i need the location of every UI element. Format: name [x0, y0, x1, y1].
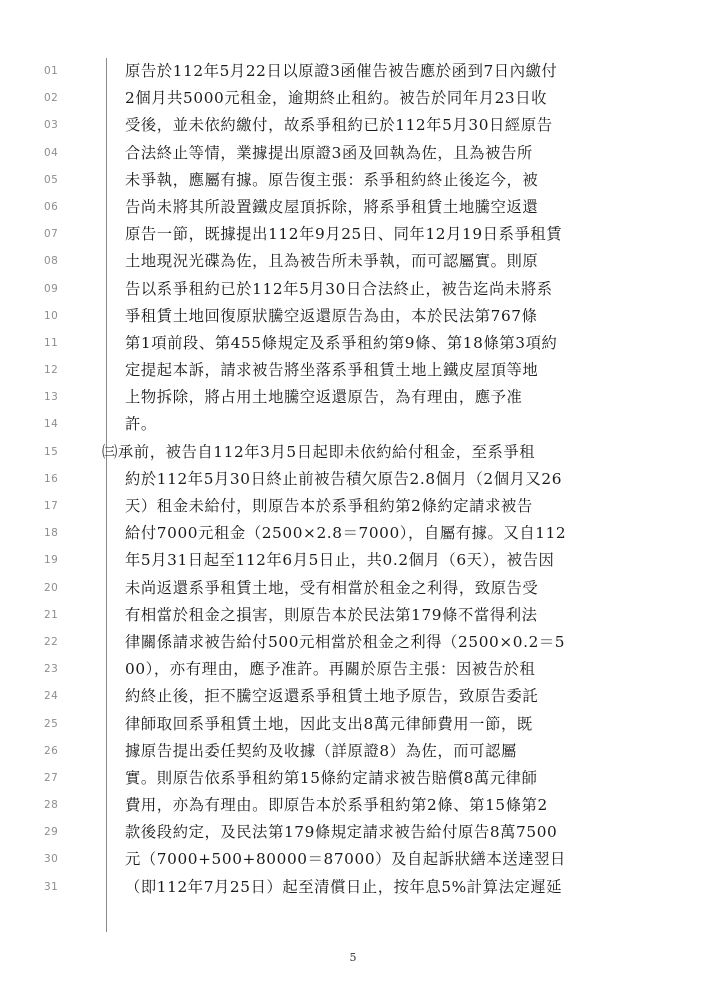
text-line	[0, 792, 706, 819]
line-number: 05	[44, 173, 59, 186]
text-line	[0, 330, 706, 357]
text-line	[0, 493, 706, 520]
text-line	[0, 85, 706, 112]
line-text: 律關係請求被告給付500元相當於租金之利得（2500×0.2＝5	[125, 632, 566, 651]
text-line	[0, 765, 706, 792]
line-number: 11	[44, 336, 59, 349]
line-text: 有相當於租金之損害，則原告本於民法第179條不當得利法	[125, 605, 538, 624]
line-number: 08	[44, 255, 59, 268]
line-text: 天）租金未給付，則原告本於系爭租約第2條約定請求被告	[125, 497, 533, 515]
text-line	[0, 384, 706, 411]
line-number: 02	[44, 92, 59, 105]
line-number: 23	[44, 663, 59, 676]
line-text: 未尚返還系爭租賃土地，受有相當於租金之利得，致原告受	[125, 578, 539, 597]
line-text: 受後，並未依約繳付，故系爭租約已於112年5月30日經原告	[125, 116, 553, 135]
line-number: 29	[44, 826, 59, 839]
line-number: 12	[44, 364, 59, 377]
line-number: 25	[44, 717, 59, 730]
line-text: 告以系爭租約已於112年5月30日合法終止，被告迄尚未將系	[125, 279, 553, 298]
text-line	[0, 711, 706, 738]
line-number: 06	[44, 200, 59, 213]
line-text: 據原告提出委任契約及收據（詳原證8）為佐，而可認屬	[125, 741, 517, 760]
text-line	[0, 357, 706, 384]
text-line	[0, 629, 706, 656]
page-number: 5	[349, 951, 357, 964]
text-line	[0, 738, 706, 765]
line-number: 14	[44, 418, 59, 431]
text-line	[0, 276, 706, 303]
line-text: 費用，亦為有理由。即原告本於系爭租約第2條、第15條第2	[125, 796, 548, 815]
line-text: 許。	[125, 415, 157, 434]
text-line	[0, 819, 706, 846]
line-text: 合法終止等情，業據提出原證3函及回執為佐，且為被告所	[125, 143, 533, 162]
text-line	[0, 874, 706, 901]
line-text: 元（7000+500+80000＝87000）及自起訴狀繕本送達翌日	[125, 850, 566, 869]
line-number: 09	[44, 282, 59, 295]
line-text: 給付7000元租金（2500×2.8＝7000），自屬有據。又自112	[125, 524, 567, 543]
text-lines	[0, 58, 706, 901]
text-line	[0, 140, 706, 167]
text-line	[0, 248, 706, 275]
text-line	[0, 575, 706, 602]
line-text: 原告一節，既據提出112年9月25日、同年12月19日系爭租賃	[125, 225, 563, 244]
line-text: 告尚未將其所設置鐵皮屋頂拆除，將系爭租賃土地騰空返還	[125, 197, 539, 216]
line-text: 律師取回系爭租賃土地，因此支出8萬元律師費用一節，既	[125, 714, 533, 733]
line-text: 00），亦有理由，應予准許。再關於原告主張：因被告於租	[125, 660, 536, 679]
line-text: 款後段約定，及民法第179條規定請求被告給付原告8萬7500	[125, 823, 558, 842]
text-line	[0, 221, 706, 248]
line-text: 約於112年5月30日終止前被告積欠原告2.8個月（2個月又26	[125, 469, 563, 488]
text-line	[0, 167, 706, 194]
line-number: 28	[44, 799, 59, 812]
line-number: 01	[44, 65, 59, 77]
text-line	[0, 303, 706, 330]
text-line	[0, 439, 706, 466]
text-line	[0, 58, 706, 85]
line-number: 15	[44, 445, 59, 458]
line-number: 30	[44, 853, 59, 866]
text-line	[0, 112, 706, 139]
text-line	[0, 602, 706, 629]
text-line	[0, 411, 706, 438]
line-number: 26	[44, 744, 59, 757]
text-line	[0, 547, 706, 574]
line-text: 第1項前段、第455條規定及系爭租約第9條、第18條第3項約	[125, 333, 558, 352]
line-number: 04	[44, 146, 59, 159]
line-number: 31	[44, 880, 59, 893]
line-number: 16	[44, 472, 59, 485]
line-text: 上物拆除，將占用土地騰空返還原告，為有理由，應予准	[125, 388, 523, 407]
text-line	[0, 466, 706, 493]
line-text: 實。則原告依系爭租約第15條約定請求被告賠償8萬元律師	[125, 768, 538, 787]
line-text: 2個月共5000元租金，逾期終止租約。被告於同年月23日收	[125, 89, 548, 108]
line-text: 未爭執，應屬有據。原告復主張：系爭租約終止後迄今，被	[125, 170, 539, 189]
line-text: 爭租賃土地回復原狀騰空返還原告為由，本於民法第767條	[125, 306, 538, 325]
line-text: ㈢承前，被告自112年3月5日起即未依約給付租金，至系爭租	[102, 442, 536, 461]
text-line	[0, 194, 706, 221]
line-number: 21	[44, 608, 59, 621]
line-text: 定提起本訴，請求被告將坐落系爭租賃土地上鐵皮屋頂等地	[125, 361, 539, 380]
line-number: 27	[44, 771, 59, 784]
line-text: 土地現況光碟為佐，且為被告所未爭執，而可認屬實。則原	[125, 252, 539, 271]
text-line	[0, 656, 706, 683]
text-line	[0, 520, 706, 547]
line-number: 18	[44, 527, 59, 540]
text-line	[0, 846, 706, 873]
line-number: 03	[44, 119, 59, 132]
line-number: 19	[44, 554, 59, 567]
line-text: 約終止後，拒不騰空返還系爭租賃土地予原告，致原告委託	[125, 687, 539, 706]
line-number: 20	[44, 581, 59, 594]
line-number: 17	[44, 500, 59, 512]
line-text: 年5月31日起至112年6月5日止，共0.2個月（6天），被告因	[125, 551, 555, 570]
line-number: 22	[44, 635, 59, 648]
line-text: （即112年7月25日）起至清償日止，按年息5%計算法定遲延	[125, 877, 563, 896]
line-number: 24	[44, 690, 59, 703]
line-number: 13	[44, 391, 59, 404]
line-number: 10	[44, 309, 59, 322]
text-line	[0, 683, 706, 710]
line-text: 原告於112年5月22日以原證3函催告被告應於函到7日內繳付	[125, 62, 558, 80]
line-number: 07	[44, 228, 59, 241]
